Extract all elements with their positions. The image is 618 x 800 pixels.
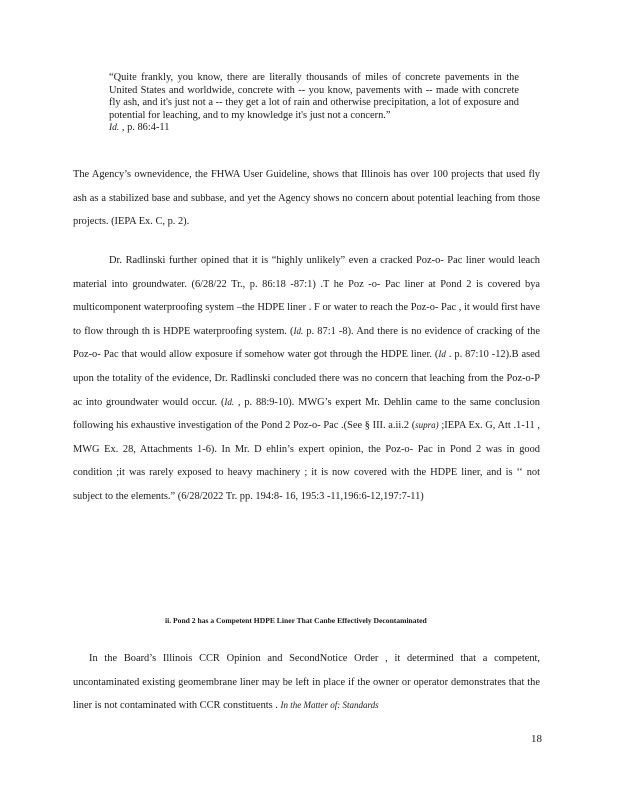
paragraph-fhwa-guideline: The Agency’s ownevidence, the FHWA User Guideline, shows that Illinois has over 100 projects that used fly ash as a stabilized base and subbase, and yet the Agency shows no concern about potential leaching from those projects. (IEPA Ex. C, p. 2). bbox=[73, 169, 540, 228]
paragraph-text: . p. 87:10 -12).B ased upon the totality of the evidence, Dr. Radlinski concluded there was no concern that leaching from the Poz-o-P ac into groundwater would occur. ( bbox=[73, 349, 540, 408]
citation-id: Id. bbox=[224, 396, 235, 407]
paragraph-text: In the Board’s Illinois CCR Opinion and SecondNotice Order , it determined that a competent, uncontaminated existing geomembrane liner may be left in place if the owner or operator demonstrates that the liner is not contaminated with CCR constituents . bbox=[73, 653, 540, 712]
paragraph-text: , p. 88:9-10). MWG’s expert Mr. Dehlin came to the same conclusion following his exhaustive investigation of the Pond 2 Poz-o- Pac .(See § III. a.ii.2 ( bbox=[73, 396, 540, 432]
citation-id: Id. bbox=[109, 123, 120, 134]
paragraph-text: ;IEPA Ex. G, Att .1-11 , MWG Ex. 28, Attachments 1-6). In Mr. D ehlin’s expert opinion, the Poz-o- Pac in Pond 2 was in good condition ;it was rarely exposed to heavy machinery ; it is now covered with the HDPE liner, and is ‘‘ not subject to the elements.” (6/28/2022 Tr. pp. 194:8- 16, 195:3 -11,196:6-12,197:7-11) bbox=[73, 420, 540, 502]
citation-id: Id. bbox=[293, 325, 304, 336]
section-heading: ii. Pond 2 has a Competent HDPE Liner That Canbe Effectively Decontaminated bbox=[165, 616, 427, 625]
paragraph-text: Dr. Radlinski further opined that it is “highly unlikely” even a cracked Poz-o- Pac liner would leach material into groundwater. (6/28/22 Tr., p. 86:18 -87:1) .T he Poz -o- Pac liner at Pond 2 is covered bya multicomponent waterproofing system –the HDPE liner . F or water to reach the Poz-o- Pac , it would first have to flow through th is HDPE waterproofing system. ( bbox=[73, 255, 540, 337]
case-citation: In the Matter of: Standards bbox=[280, 700, 379, 711]
quote-citation bbox=[109, 122, 519, 135]
quote-text: “Quite frankly, you know, there are literally thousands of miles of concrete pavements in the United States and worldwide, concrete with -- you know, pavements with -- made with concrete fly ash, and it's just not a -- they get a lot of rain and otherwise precipitation, a lot of exposure and potential for leaching, and to my knowledge it's just not a concern.” bbox=[109, 72, 519, 121]
citation-pages: , p. 86:4-11 bbox=[119, 122, 170, 134]
page-number: 18 bbox=[531, 733, 542, 745]
citation-id: Id bbox=[438, 349, 446, 360]
paragraph-text: p. 87:1 -8). And there is no evidence of cracking of the Poz-o- Pac that would allow exposure if somehow water got through the HDPE liner. ( bbox=[73, 325, 540, 361]
paragraph-radlinski-opinion bbox=[73, 249, 540, 509]
supra-reference: supra) bbox=[415, 420, 439, 431]
paragraph-board-opinion bbox=[73, 647, 540, 718]
block-quote bbox=[109, 72, 519, 135]
